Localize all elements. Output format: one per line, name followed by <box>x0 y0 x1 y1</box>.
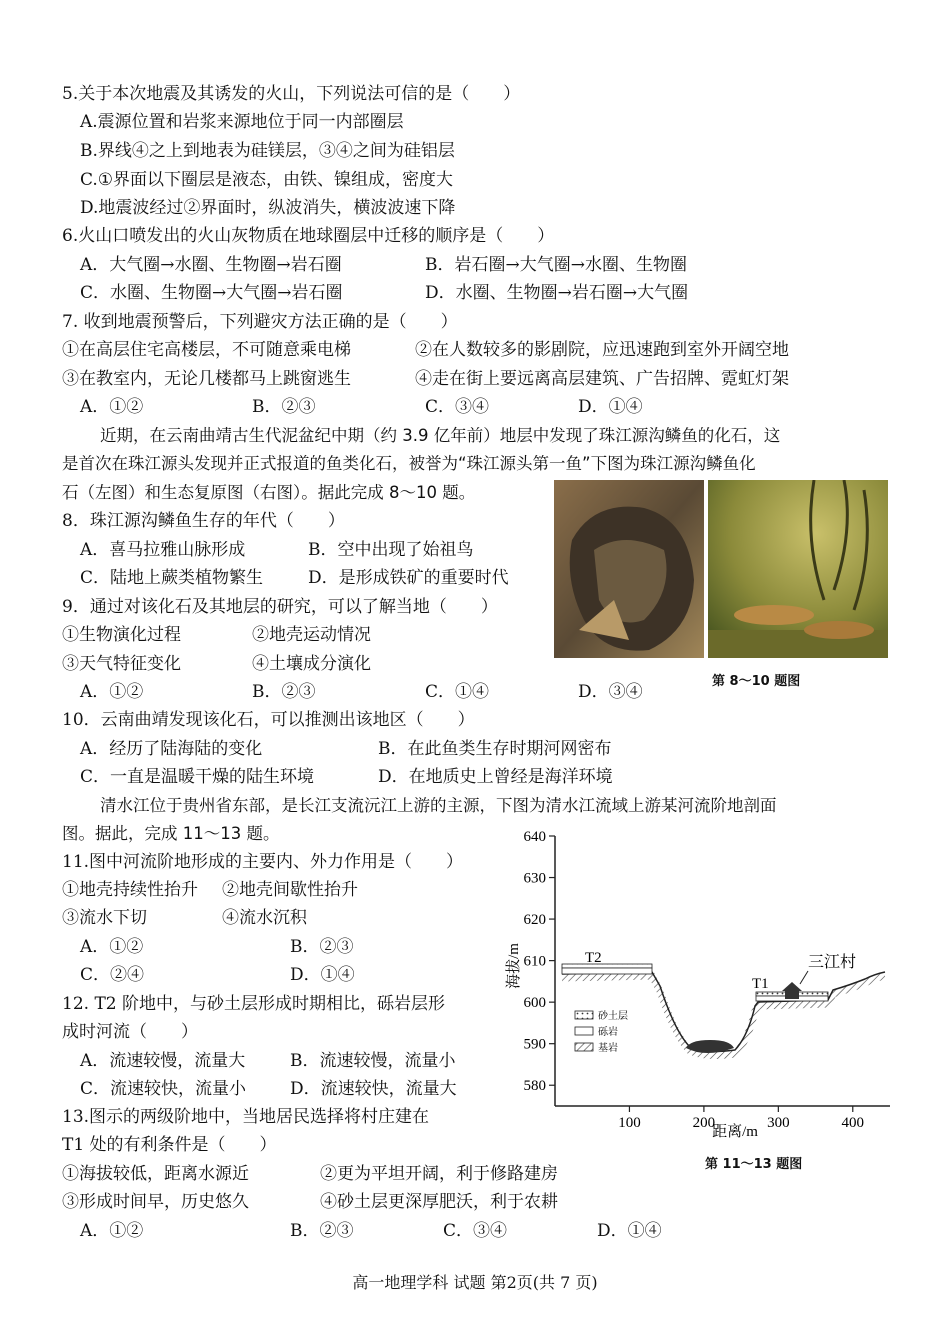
q6-option-a: A．大气圈→水圈、生物圈→岩石圈 <box>80 255 342 275</box>
label-t2: T2 <box>585 950 602 966</box>
q5-option-d: D.地震波经过②界面时，纵波消失，横波波速下降 <box>80 198 456 218</box>
q10-option-d: D．在地质史上曾经是海洋环境 <box>378 767 613 787</box>
q12-option-a: A．流速较慢，流量大 <box>80 1051 246 1071</box>
q11-item-2: ②地壳间歇性抬升 <box>222 880 358 900</box>
q9-item-1: ①生物演化过程 <box>62 625 181 645</box>
fig1-caption: 第 8～10 题图 <box>712 674 801 689</box>
q11-option-c: C．②④ <box>80 965 145 985</box>
q11-option-a: A．①② <box>80 937 144 957</box>
x-tick-label: 100 <box>618 1115 641 1131</box>
passage2-line2: 图。据此，完成 11～13 题。 <box>62 824 280 843</box>
q6-stem: 6.火山口喷发出的火山灰物质在地球圈层中迁移的顺序是（ ） <box>62 226 555 246</box>
q11-item-1: ①地壳持续性抬升 <box>62 880 198 900</box>
q9-item-2: ②地壳运动情况 <box>252 625 371 645</box>
q13-option-c: C．③④ <box>443 1221 508 1241</box>
passage1-line2: 是首次在珠江源头发现并正式报道的鱼类化石，被誉为“珠江源头第一鱼”下图为珠江源沟鳞鱼化 <box>62 454 756 473</box>
q10-option-a: A．经历了陆海陆的变化 <box>80 739 263 759</box>
q7-option-c: C．③④ <box>425 397 490 417</box>
q12-option-c: C．流速较快，流量小 <box>80 1079 247 1099</box>
q11-item-4: ④流水沉积 <box>222 908 307 928</box>
x-tick-label: 300 <box>767 1115 790 1131</box>
q6-option-b: B．岩石圈→大气圈→水圈、生物圈 <box>425 255 687 275</box>
q9-stem: 9．通过对该化石及其地层的研究，可以了解当地（ ） <box>62 597 498 617</box>
passage2-line1: 清水江位于贵州省东部，是长江支流沅江上游的主源，下图为清水江流域上游某河流阶地剖面 <box>100 796 777 815</box>
y-axis-label: 海拔/m <box>506 943 522 989</box>
q7-stem: 7. 收到地震预警后，下列避灾方法正确的是（ ） <box>62 312 458 332</box>
q13-option-d: D．①④ <box>597 1221 662 1241</box>
q13-option-a: A．①② <box>80 1221 144 1241</box>
q8-stem: 8．珠江源沟鳞鱼生存的年代（ ） <box>62 511 345 531</box>
q5-option-c: C.①界面以下圈层是液态，由铁、镍组成，密度大 <box>80 170 454 190</box>
reconstruction-photo <box>708 480 888 658</box>
q5-option-b: B.界线④之上到地表为硅镁层，③④之间为硅铝层 <box>80 141 455 161</box>
terrain-profile <box>562 964 885 1055</box>
fossil-figure <box>554 480 888 658</box>
q11-option-d: D．①④ <box>290 965 355 985</box>
page-footer: 高一地理学科 试题 第2页(共 7 页) <box>352 1273 598 1292</box>
q12-option-b: B．流速较慢，流量小 <box>290 1051 456 1071</box>
q8-option-b: B．空中出现了始祖鸟 <box>308 540 474 560</box>
q11-option-b: B．②③ <box>290 937 354 957</box>
q12-stem-line2: 成时河流（ ） <box>62 1022 198 1042</box>
q10-stem: 10．云南曲靖发现该化石，可以推测出该地区（ ） <box>62 710 475 730</box>
legend-sand: 砂土层 <box>598 1011 628 1022</box>
q13-item-3: ③形成时间早，历史悠久 <box>62 1192 249 1212</box>
q7-option-d: D．①④ <box>578 397 643 417</box>
q13-item-4: ④砂土层更深厚肥沃，利于农耕 <box>320 1192 558 1212</box>
legend-bedrock: 基岩 <box>598 1043 618 1054</box>
x-tick-label: 200 <box>692 1115 716 1131</box>
passage1-line3: 石（左图）和生态复原图（右图）。据此完成 8～10 题。 <box>62 483 476 502</box>
q10-option-b: B．在此鱼类生存时期河网密布 <box>378 739 612 759</box>
q7-option-b: B．②③ <box>252 397 316 417</box>
q13-option-b: B．②③ <box>290 1221 354 1241</box>
q12-option-d: D．流速较快，流量大 <box>290 1079 457 1099</box>
x-axis-label: 距离/m <box>712 1124 758 1140</box>
q5-option-a: A.震源位置和岩浆来源地位于同一内部圈层 <box>80 112 404 132</box>
legend <box>575 1009 628 1054</box>
label-t1: T1 <box>752 976 769 992</box>
y-tick-label: 620 <box>523 912 546 929</box>
q9-item-4: ④土壤成分演化 <box>252 654 371 674</box>
q10-option-c: C．一直是温暖干燥的陆生环境 <box>80 767 315 787</box>
q8-option-a: A．喜马拉雅山脉形成 <box>80 540 246 560</box>
fig2-caption: 第 11～13 题图 <box>705 1157 803 1172</box>
label-village: 三江村 <box>808 954 857 971</box>
q5-stem: 5.关于本次地震及其诱发的火山，下列说法可信的是（ ） <box>62 84 521 104</box>
q7-item-1: ①在高层住宅高楼层，不可随意乘电梯 <box>62 340 351 360</box>
fossil-photo <box>554 480 704 658</box>
legend-swatch-sand <box>575 1011 593 1019</box>
y-tick-label: 610 <box>523 953 546 970</box>
legend-conglomerate: 砾岩 <box>598 1027 618 1038</box>
q6-option-c: C．水圈、生物圈→大气圈→岩石圈 <box>80 283 343 303</box>
y-tick-label: 580 <box>523 1078 546 1095</box>
legend-swatch-bedrock <box>575 1043 593 1051</box>
y-tick-label: 640 <box>523 829 546 845</box>
q8-option-d: D．是形成铁矿的重要时代 <box>308 568 509 588</box>
legend-swatch-conglomerate <box>575 1027 593 1035</box>
y-tick-label: 630 <box>523 870 546 887</box>
passage1-line1: 近期，在云南曲靖古生代泥盆纪中期（约 3.9 亿年前）地层中发现了珠江源沟鳞鱼的化石，这 <box>100 426 781 445</box>
y-tick-label: 590 <box>523 1036 546 1053</box>
q12-stem-line1: 12. T2 阶地中，与砂土层形成时期相比，砾岩层形 <box>62 994 445 1014</box>
q13-stem-line1: 13.图示的两级阶地中，当地居民选择将村庄建在 <box>62 1107 430 1127</box>
q9-option-d: D．③④ <box>578 682 643 702</box>
q6-option-d: D．水圈、生物圈→岩石圈→大气圈 <box>425 283 689 303</box>
q13-stem-line2: T1 处的有利条件是（ ） <box>62 1135 277 1155</box>
q7-item-2: ②在人数较多的影剧院，应迅速跑到室外开阔空地 <box>415 340 789 360</box>
q11-item-3: ③流水下切 <box>62 908 147 928</box>
q7-item-4: ④走在街上要远离高层建筑、广告招牌、霓虹灯架 <box>415 369 789 389</box>
q9-option-b: B．②③ <box>252 682 316 702</box>
q11-stem: 11.图中河流阶地形成的主要内、外力作用是（ ） <box>62 852 464 872</box>
q13-item-1: ①海拔较低，距离水源近 <box>62 1164 249 1184</box>
q13-item-2: ②更为平坦开阔，利于修路建房 <box>320 1164 558 1184</box>
x-tick-label: 400 <box>841 1115 865 1131</box>
terrace-profile-chart <box>490 826 900 1146</box>
q8-option-c: C．陆地上蕨类植物繁生 <box>80 568 264 588</box>
q7-option-a: A．①② <box>80 397 144 417</box>
y-tick-label: 600 <box>523 995 546 1012</box>
q7-item-3: ③在教室内，无论几楼都马上跳窗逃生 <box>62 369 351 389</box>
q9-option-a: A．①② <box>80 682 144 702</box>
q9-option-c: C．①④ <box>425 682 490 702</box>
q9-item-3: ③天气特征变化 <box>62 654 181 674</box>
